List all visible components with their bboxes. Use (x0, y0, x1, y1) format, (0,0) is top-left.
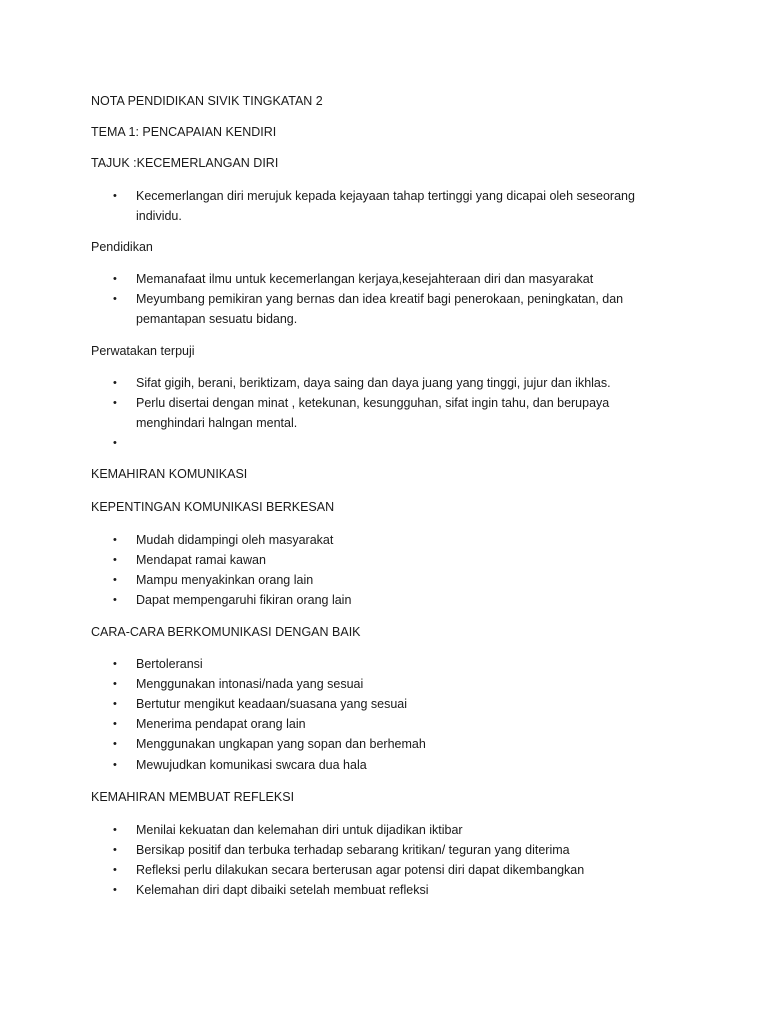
list-item-text: Refleksi perlu dilakukan secara berterusan agar potensi diri dapat dikembangkan (136, 863, 585, 877)
list-item-text: Dapat mempengaruhi fikiran orang lain (136, 593, 352, 607)
section-heading-kemahiran-komunikasi: KEMAHIRAN KOMUNIKASI (91, 467, 248, 481)
bullet-icon: • (113, 738, 117, 750)
list-item-text: Bersikap positif dan terbuka terhadap sebarang kritikan/ teguran yang diterima (136, 843, 570, 857)
bullet-icon: • (113, 844, 117, 856)
list-item-text: Perlu disertai dengan minat , ketekunan, kesungguhan, sifat ingin tahu, dan berupaya menghindari halngan mental. (136, 396, 610, 430)
section-heading-refleksi: KEMAHIRAN MEMBUAT REFLEKSI (91, 790, 295, 804)
bullet-icon: • (113, 594, 117, 606)
list-item-text: Mampu menyakinkan orang lain (136, 573, 314, 587)
bullet-icon: • (113, 884, 117, 896)
bullet-icon: • (113, 397, 117, 409)
list-item-text: Bertutur mengikut keadaan/suasana yang sesuai (136, 697, 408, 711)
section-heading-pendidikan: Pendidikan (91, 240, 153, 254)
bullet-icon: • (113, 437, 117, 449)
document-title: NOTA PENDIDIKAN SIVIK TINGKATAN 2 (91, 94, 323, 108)
list-item-text: Memanafaat ilmu untuk kecemerlangan kerjaya,kesejahteraan diri dan masyarakat (136, 272, 594, 286)
bullet-icon: • (113, 824, 117, 836)
topic-line: TAJUK :KECEMERLANGAN DIRI (91, 156, 279, 170)
theme-line: TEMA 1: PENCAPAIAN KENDIRI (91, 125, 277, 139)
section-heading-perwatakan: Perwatakan terpuji (91, 344, 195, 358)
list-item-text: Menerima pendapat orang lain (136, 717, 306, 731)
section-heading-kepentingan: KEPENTINGAN KOMUNIKASI BERKESAN (91, 500, 335, 514)
bullet-icon: • (113, 698, 117, 710)
list-item-text: Mudah didampingi oleh masyarakat (136, 533, 334, 547)
bullet-icon: • (113, 658, 117, 670)
list-item-text: Mewujudkan komunikasi swcara dua hala (136, 758, 367, 772)
list-item-text: Kecemerlangan diri merujuk kepada kejayaan tahap tertinggi yang dicapai oleh seseorang individu. (136, 189, 635, 223)
list-item-text: Meyumbang pemikiran yang bernas dan idea kreatif bagi penerokaan, peningkatan, dan pemantapan sesuatu bidang. (136, 292, 624, 326)
section-heading-cara-cara: CARA-CARA BERKOMUNIKASI DENGAN BAIK (91, 625, 361, 639)
bullet-icon: • (113, 190, 117, 202)
bullet-icon: • (113, 759, 117, 771)
bullet-icon: • (113, 718, 117, 730)
list-item-text: Sifat gigih, berani, beriktizam, daya saing dan daya juang yang tinggi, jujur dan ikhlas. (136, 376, 611, 390)
bullet-icon: • (113, 293, 117, 305)
list-item-text: Menilai kekuatan dan kelemahan diri untuk dijadikan iktibar (136, 823, 463, 837)
list-item-text: Kelemahan diri dapt dibaiki setelah membuat refleksi (136, 883, 429, 897)
bullet-icon: • (113, 574, 117, 586)
list-item-text: Mendapat ramai kawan (136, 553, 266, 567)
bullet-icon: • (113, 273, 117, 285)
bullet-icon: • (113, 864, 117, 876)
bullet-icon: • (113, 534, 117, 546)
bullet-icon: • (113, 554, 117, 566)
list-item-text: Bertoleransi (136, 657, 203, 671)
list-item-text: Menggunakan ungkapan yang sopan dan berhemah (136, 737, 426, 751)
list-item-text: Menggunakan intonasi/nada yang sesuai (136, 677, 364, 691)
bullet-icon: • (113, 678, 117, 690)
bullet-icon: • (113, 377, 117, 389)
